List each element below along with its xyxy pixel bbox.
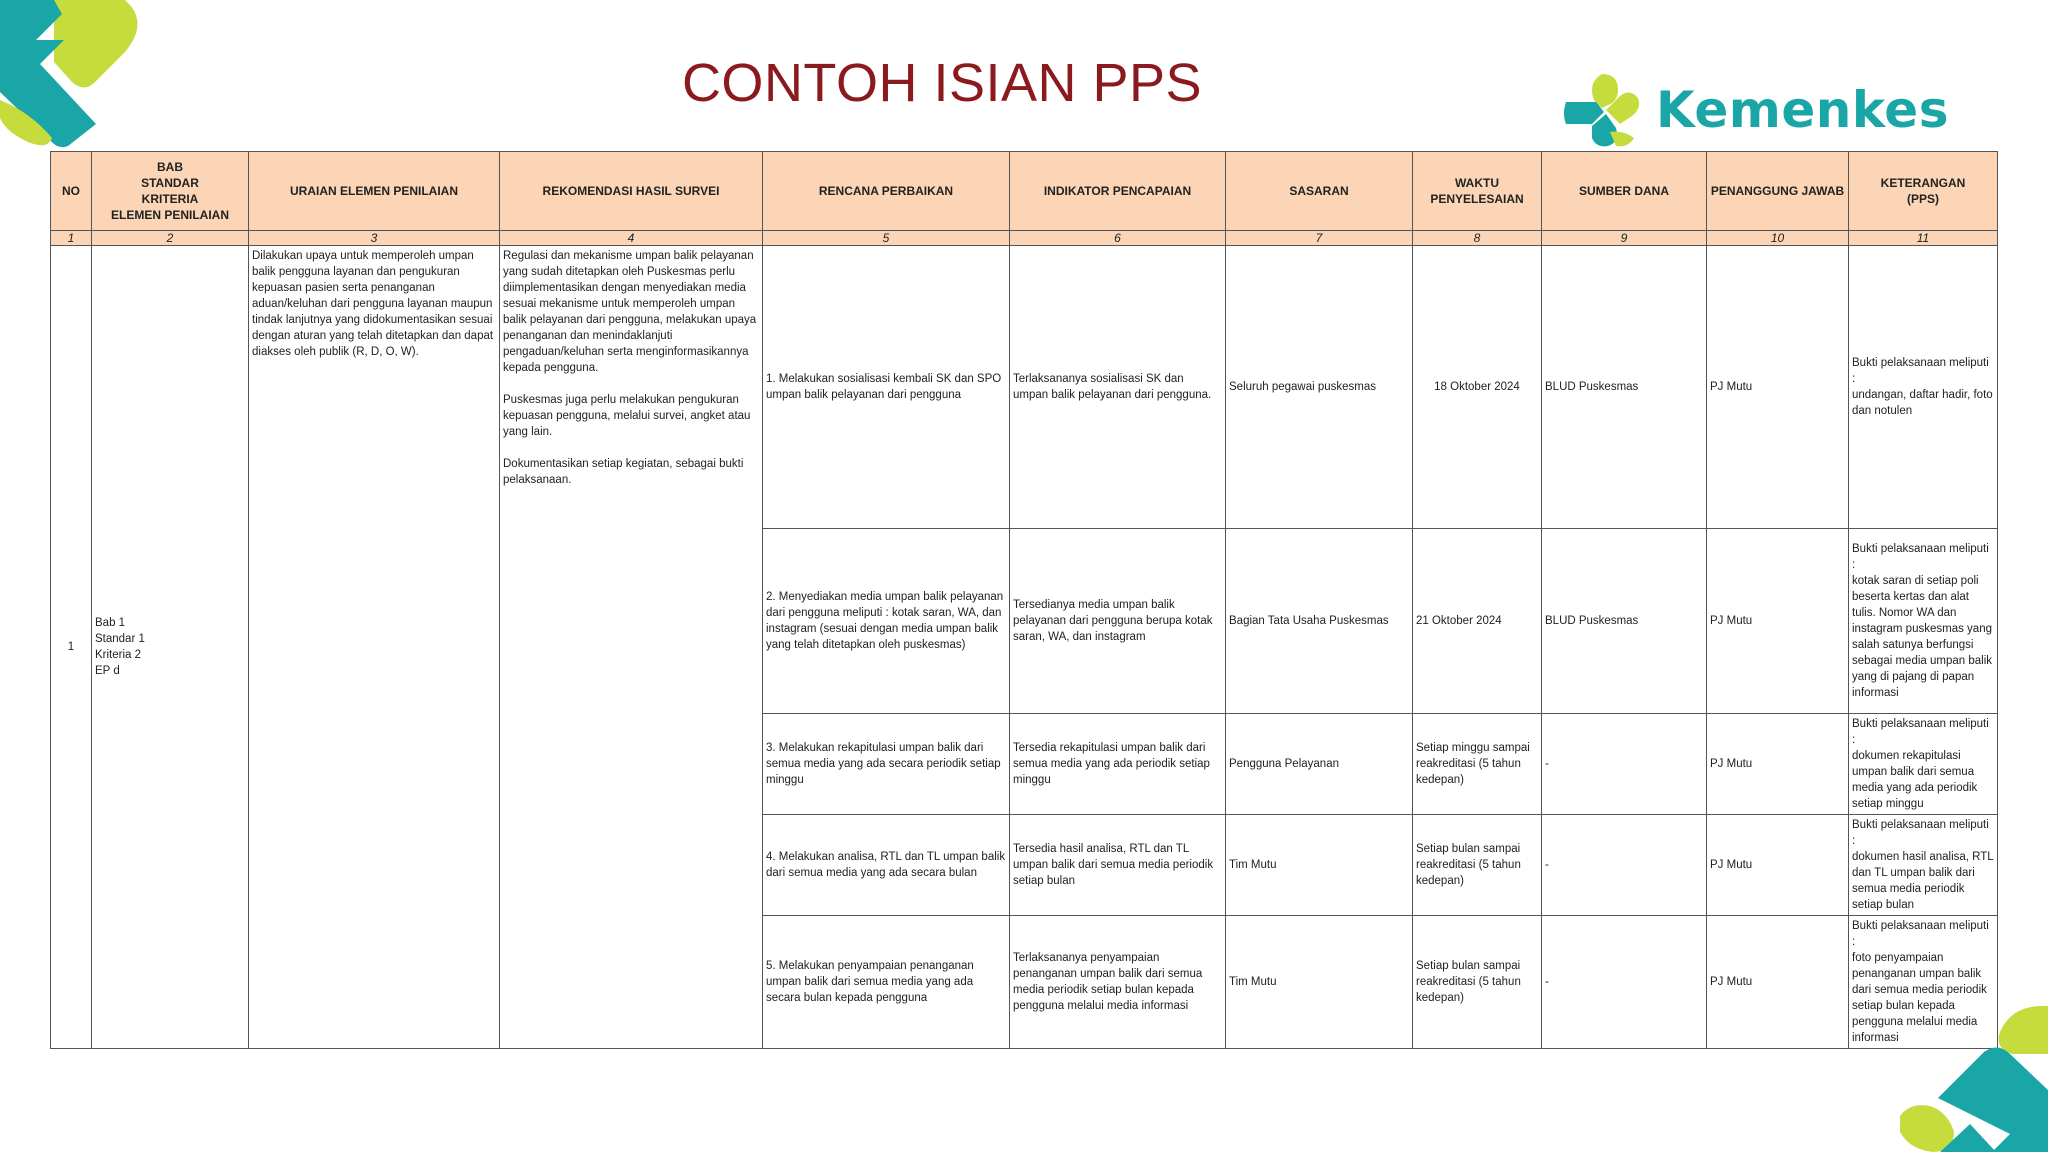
brand-name: Kemenkes bbox=[1656, 81, 1949, 139]
cell-sasaran: Tim Mutu bbox=[1226, 916, 1413, 1049]
column-number: 3 bbox=[249, 231, 500, 246]
cell-keterangan: Bukti pelaksanaan meliputi : undangan, daftar hadir, foto dan notulen bbox=[1849, 246, 1998, 529]
cell-rekomendasi: Regulasi dan mekanisme umpan balik pelayanan yang sudah ditetapkan oleh Puskesmas perlu diimplementasikan dengan menyediakan media sesuai mekanisme untuk memperoleh umpan balik pelayanan dari pengguna, melakukan upaya penanganan dan menindaklanjuti pengaduan/keluhan serta menginformasikannya kepada pengguna. Puskesmas juga perlu melakukan pengukuran kepuasan pengguna, melalui survei, angket atau yang lain. Dokumentasikan setiap kegiatan, sebagai bukti pelaksanaan. bbox=[500, 246, 763, 1049]
column-header: RENCANA PERBAIKAN bbox=[763, 152, 1010, 231]
table-header-row bbox=[51, 152, 1998, 231]
column-number: 7 bbox=[1226, 231, 1413, 246]
cell-waktu: Setiap bulan sampai reakreditasi (5 tahun kedepan) bbox=[1413, 815, 1542, 916]
cell-sumber-dana: BLUD Puskesmas bbox=[1542, 529, 1707, 714]
column-header: URAIAN ELEMEN PENILAIAN bbox=[249, 152, 500, 231]
cell-rencana: 1. Melakukan sosialisasi kembali SK dan SPO umpan balik pelayanan dari pengguna bbox=[763, 246, 1010, 529]
cell-keterangan: Bukti pelaksanaan meliputi : dokumen rekapitulasi umpan balik dari semua media yang ada periodik setiap minggu bbox=[1849, 714, 1998, 815]
cell-sasaran: Seluruh pegawai puskesmas bbox=[1226, 246, 1413, 529]
cell-rencana: 2. Menyediakan media umpan balik pelayanan dari pengguna meliputi : kotak saran, WA, dan instagram (sesuai dengan media umpan balik yang telah ditetapkan oleh puskesmas) bbox=[763, 529, 1010, 714]
cell-indikator: Tersedia hasil analisa, RTL dan TL umpan balik dari semua media periodik setiap bulan bbox=[1010, 815, 1226, 916]
cell-penanggung-jawab: PJ Mutu bbox=[1707, 714, 1849, 815]
page-title: CONTOH ISIAN PPS bbox=[681, 53, 1203, 113]
cell-sasaran: Bagian Tata Usaha Puskesmas bbox=[1226, 529, 1413, 714]
kemenkes-logo-icon bbox=[1562, 72, 1642, 148]
cell-sumber-dana: BLUD Puskesmas bbox=[1542, 246, 1707, 529]
column-number-row bbox=[51, 231, 1998, 246]
cell-penanggung-jawab: PJ Mutu bbox=[1707, 916, 1849, 1049]
cell-waktu: Setiap bulan sampai reakreditasi (5 tahun kedepan) bbox=[1413, 916, 1542, 1049]
pps-table bbox=[50, 151, 1998, 1049]
cell-keterangan: Bukti pelaksanaan meliputi : kotak saran di setiap poli beserta kertas dan alat tulis. Nomor WA dan instagram puskesmas yang salah satunya berfungsi sebagai media umpan balik yang di pajang di papan informasi bbox=[1849, 529, 1998, 714]
cell-sumber-dana: - bbox=[1542, 916, 1707, 1049]
column-header: BAB STANDAR KRITERIA ELEMEN PENILAIAN bbox=[92, 152, 249, 231]
cell-sasaran: Tim Mutu bbox=[1226, 815, 1413, 916]
cell-uraian: Dilakukan upaya untuk memperoleh umpan balik pengguna layanan dan pengukuran kepuasan pasien serta penanganan aduan/keluhan dari pengguna layanan maupun tindak lanjutnya yang didokumentasikan sesuai dengan aturan yang telah ditetapkan dan dapat diakses oleh publik (R, D, O, W). bbox=[249, 246, 500, 1049]
column-header: NO bbox=[51, 152, 92, 231]
cell-indikator: Tersedianya media umpan balik pelayanan dari pengguna berupa kotak saran, WA, dan instagram bbox=[1010, 529, 1226, 714]
cell-keterangan: Bukti pelaksanaan meliputi : dokumen hasil analisa, RTL dan TL umpan balik dari semua media periodik setiap bulan bbox=[1849, 815, 1998, 916]
cell-indikator: Terlaksananya sosialisasi SK dan umpan balik pelayanan dari pengguna. bbox=[1010, 246, 1226, 529]
cell-rencana: 3. Melakukan rekapitulasi umpan balik dari semua media yang ada secara periodik setiap minggu bbox=[763, 714, 1010, 815]
cell-rencana: 5. Melakukan penyampaian penanganan umpan balik dari semua media yang ada secara bulan kepada pengguna bbox=[763, 916, 1010, 1049]
column-number: 10 bbox=[1707, 231, 1849, 246]
cell-waktu: Setiap minggu sampai reakreditasi (5 tahun kedepan) bbox=[1413, 714, 1542, 815]
cell-penanggung-jawab: PJ Mutu bbox=[1707, 529, 1849, 714]
column-number: 8 bbox=[1413, 231, 1542, 246]
column-number: 11 bbox=[1849, 231, 1998, 246]
cell-waktu: 18 Oktober 2024 bbox=[1413, 246, 1542, 529]
column-header: REKOMENDASI HASIL SURVEI bbox=[500, 152, 763, 231]
lime-petal-shape bbox=[1900, 1105, 1954, 1152]
column-header: SUMBER DANA bbox=[1542, 152, 1707, 231]
kemenkes-brand bbox=[1562, 72, 1949, 148]
teal-leaf-shape bbox=[1938, 1047, 2048, 1152]
column-number: 4 bbox=[500, 231, 763, 246]
column-number: 6 bbox=[1010, 231, 1226, 246]
cell-penanggung-jawab: PJ Mutu bbox=[1707, 815, 1849, 916]
column-header: WAKTU PENYELESAIAN bbox=[1413, 152, 1542, 231]
column-number: 2 bbox=[92, 231, 249, 246]
column-header: KETERANGAN (PPS) bbox=[1849, 152, 1998, 231]
column-header: INDIKATOR PENCAPAIAN bbox=[1010, 152, 1226, 231]
column-header: SASARAN bbox=[1226, 152, 1413, 231]
cell-rencana: 4. Melakukan analisa, RTL dan TL umpan balik dari semua media yang ada secara bulan bbox=[763, 815, 1010, 916]
cell-indikator: Tersedia rekapitulasi umpan balik dari semua media yang ada periodik setiap minggu bbox=[1010, 714, 1226, 815]
table-row bbox=[51, 246, 1998, 529]
column-number: 5 bbox=[763, 231, 1010, 246]
cell-bab-standar: Bab 1 Standar 1 Kriteria 2 EP d bbox=[92, 246, 249, 1049]
cell-penanggung-jawab: PJ Mutu bbox=[1707, 246, 1849, 529]
cell-sasaran: Pengguna Pelayanan bbox=[1226, 714, 1413, 815]
cell-no: 1 bbox=[51, 246, 92, 1049]
cell-keterangan: Bukti pelaksanaan meliputi : foto penyampaian penanganan umpan balik dari semua media periodik setiap bulan kepada pengguna melalui media informasi bbox=[1849, 916, 1998, 1049]
kemenkes-decoration-bottom-right bbox=[1900, 1002, 2048, 1152]
cell-indikator: Terlaksananya penyampaian penanganan umpan balik dari semua media periodik setiap bulan kepada pengguna melalui media informasi bbox=[1010, 916, 1226, 1049]
column-header: PENANGGUNG JAWAB bbox=[1707, 152, 1849, 231]
cell-waktu: 21 Oktober 2024 bbox=[1413, 529, 1542, 714]
column-number: 9 bbox=[1542, 231, 1707, 246]
lime-leaf-shape bbox=[1999, 1006, 2048, 1054]
column-number: 1 bbox=[51, 231, 92, 246]
cell-sumber-dana: - bbox=[1542, 815, 1707, 916]
cell-sumber-dana: - bbox=[1542, 714, 1707, 815]
